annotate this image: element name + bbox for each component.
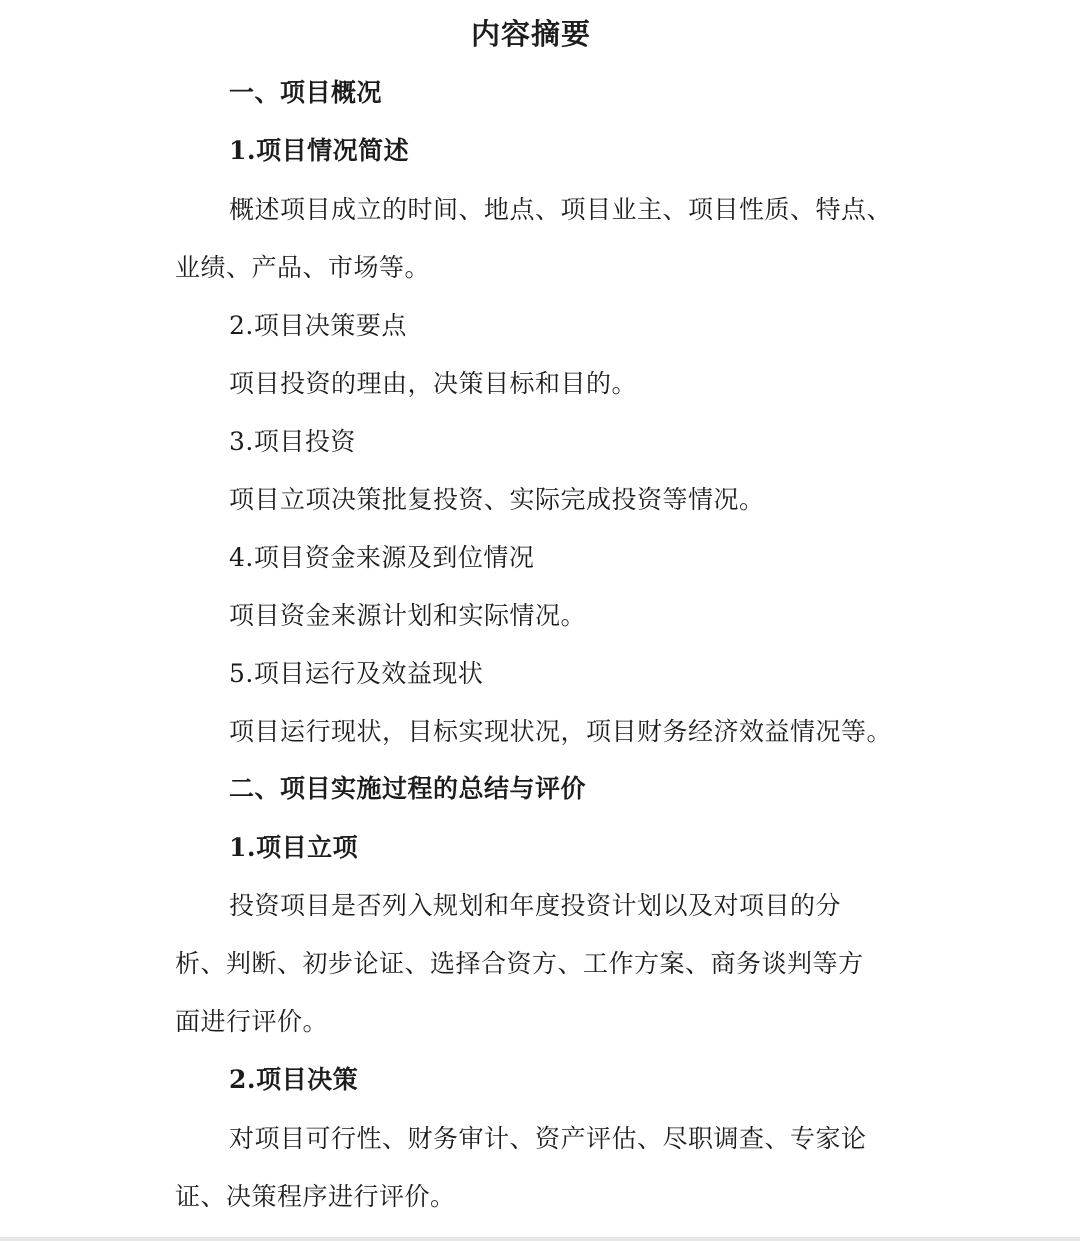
page-title: 内容摘要 [470,17,591,51]
paragraph-line: 业绩、产品、市场等。 [175,253,431,282]
paragraph-line: 项目资金来源计划和实际情况。 [229,601,587,630]
subheading-2-1: 1.项目立项 [229,833,359,862]
paragraph-line: 概述项目成立的时间、地点、项目业主、项目性质、特点、 [229,195,893,224]
subheading-2-2: 2.项目决策 [229,1065,359,1094]
section-heading-2: 二、项目实施过程的总结与评价 [229,774,587,803]
subheading-1-4: 4.项目资金来源及到位情况 [229,543,535,572]
paragraph-line: 投资项目是否列入规划和年度投资计划以及对项目的分 [229,891,842,920]
paragraph-line: 析、判断、初步论证、选择合资方、工作方案、商务谈判等方 [175,949,864,978]
paragraph-line: 项目运行现状，目标实现状况，项目财务经济效益情况等。 [229,717,893,746]
subheading-1-1: 1.项目情况简述 [229,136,410,165]
section-heading-1: 一、项目概况 [229,78,383,107]
subheading-1-5: 5.项目运行及效益现状 [229,659,484,688]
paragraph-line: 面进行评价。 [175,1007,329,1036]
paragraph-line: 项目立项决策批复投资、实际完成投资等情况。 [229,485,765,514]
subheading-1-2: 2.项目决策要点 [229,311,407,340]
paragraph-line: 证、决策程序进行评价。 [175,1182,456,1211]
subheading-1-3: 3.项目投资 [229,427,356,456]
paragraph-line: 对项目可行性、财务审计、资产评估、尽职调查、专家论 [229,1124,867,1153]
page-bottom-edge [0,1237,1080,1241]
paragraph-line: 项目投资的理由，决策目标和目的。 [229,369,638,398]
